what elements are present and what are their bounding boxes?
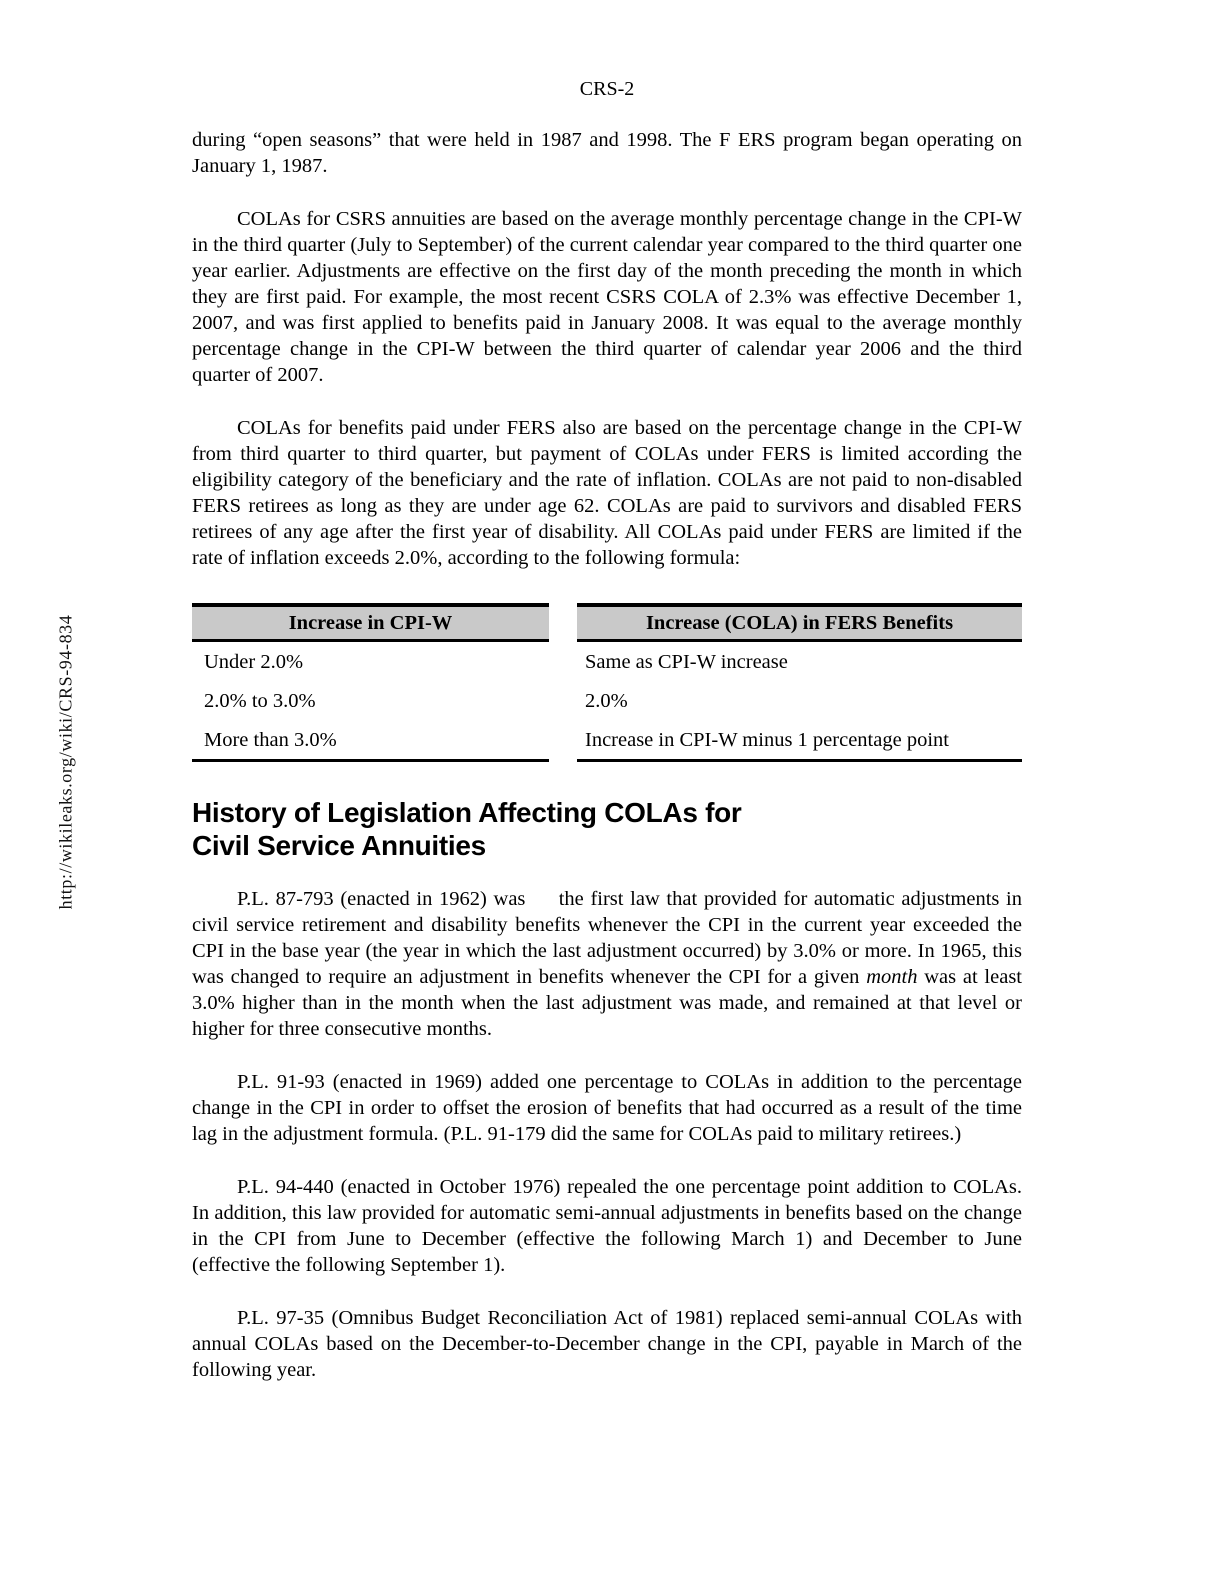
- table-row-cpiw-2-to-3: 2.0% to 3.0%: [204, 690, 316, 712]
- sidebar-wikileaks-url: http://wikileaks.org/wiki/CRS-94-834: [55, 614, 76, 910]
- table-row-fers-2pct: 2.0%: [585, 690, 628, 712]
- paragraph-pl-87-793-text: P.L. 87-793 (enacted in 1962) was the first law that provided for automatic adjustments in civil service retirement and disability benefits whenever the CPI in the current year exceeded the CPI in the base year (the year in which the last adjustment occurred) by 3.0% or more. In 1965, this was changed to require an adjustment in benefits whenever the CPI for a given: [192, 888, 1022, 988]
- paragraph-csrs-colas: COLAs for CSRS annuities are based on the average monthly percentage change in the CPI-W in the third quarter (July to September) of the current calendar year compared to the third quarter one year earlier. Adjustments are effective on the first day of the month preceding the month in which they are first paid. For example, the most recent CSRS COLA of 2.3% was effective December 1, 2007, and was first applied to benefits paid in January 2008. It was equal to the average monthly percentage change in the CPI-W between the third quarter of calendar year 2006 and the third quarter of 2007.: [192, 208, 1022, 386]
- table-row-fers-minus-1: Increase in CPI-W minus 1 percentage point: [585, 729, 949, 751]
- table-row-cpiw-under-2: Under 2.0%: [204, 651, 304, 673]
- table-column-fers-benefit: [577, 603, 1022, 762]
- table-row-fers-same: Same as CPI-W increase: [585, 651, 788, 673]
- table-row-cpiw-more-3: More than 3.0%: [204, 729, 337, 751]
- paragraph-open-seasons: during “open seasons” that were held in 1987 and 1998. The F ERS program began operating on January 1, 1987.: [192, 129, 1022, 177]
- page-content: [192, 0, 1022, 1410]
- table-column-cpiw-increase: [192, 603, 549, 762]
- paragraph-pl-97-35: P.L. 97-35 (Omnibus Budget Reconciliation Act of 1981) replaced semi-annual COLAs with annual COLAs based on the December-to-December change in the CPI, payable in March of the following year.: [192, 1307, 1022, 1381]
- cola-formula-table: [192, 603, 1022, 762]
- paragraph-pl-91-93: P.L. 91-93 (enacted in 1969) added one percentage to COLAs in addition to the percentage change in the CPI in order to offset the erosion of benefits that had occurred as a result of the time lag in the adjustment formula. (P.L. 91-179 did the same for COLAs paid to military retirees.): [192, 1071, 1022, 1145]
- italic-word-month: month: [866, 966, 918, 988]
- paragraph-pl-87-793-text-end: was at least 3.0% higher than in the month when the last adjustment was made, and remained at that level or higher for three consecutive months.: [192, 966, 1022, 1040]
- paragraph-pl-94-440: P.L. 94-440 (enacted in October 1976) repealed the one percentage point addition to COLAs. In addition, this law provided for automatic semi-annual adjustments in benefits based on the change in the CPI from June to December (effective the following March 1) and December to June (effective the following September 1).: [192, 1176, 1022, 1276]
- page-number-header: CRS-2: [579, 78, 635, 100]
- table-header-cpiw-increase: Increase in CPI-W: [192, 607, 549, 642]
- paragraph-pl-87-793: [192, 886, 1022, 1042]
- section-heading-line2: Civil Service Annuities: [192, 830, 486, 861]
- section-heading-history: [192, 796, 1022, 862]
- paragraph-fers-colas: COLAs for benefits paid under FERS also are based on the percentage change in the CPI-W from third quarter to third quarter, but payment of COLAs under FERS is limited according the eligibility category of the beneficiary and the rate of inflation. COLAs are not paid to non-disabled FERS retirees as long as they are under age 62. COLAs are paid to survivors and disabled FERS retirees of any age after the first year of disability. All COLAs paid under FERS are limited if the rate of inflation exceeds 2.0%, according to the following formula:: [192, 417, 1022, 569]
- section-heading-line1: History of Legislation Affecting COLAs for: [192, 797, 742, 828]
- table-header-fers-benefit: Increase (COLA) in FERS Benefits: [577, 607, 1022, 642]
